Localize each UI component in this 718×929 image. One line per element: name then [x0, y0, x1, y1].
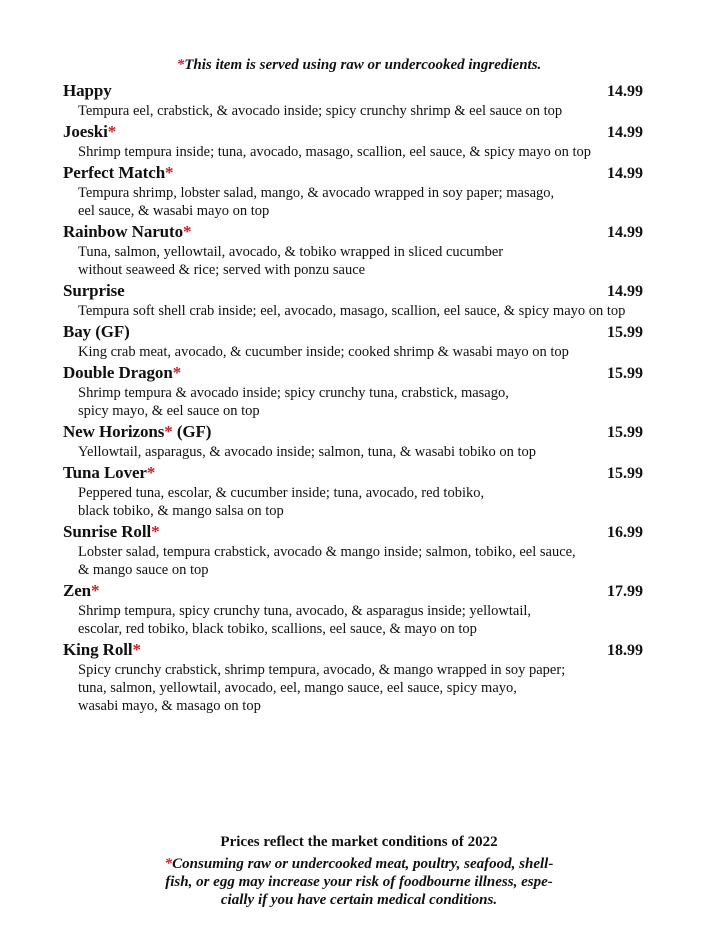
item-price: 15.99 — [607, 465, 643, 482]
raw-asterisk: * — [151, 522, 160, 541]
item-name: King Roll* — [63, 640, 141, 659]
item-price: 16.99 — [607, 524, 643, 541]
menu-item — [63, 281, 643, 320]
item-price: 14.99 — [607, 283, 643, 300]
menu-item — [63, 222, 643, 279]
item-description: Tempura soft shell crab inside; eel, avocado, masago, scallion, eel sauce, & spicy mayo on top — [78, 303, 626, 319]
disclaimer-line: cially if you have certain medical conditions. — [220, 892, 498, 908]
menu-item — [63, 640, 643, 715]
item-name: Zen* — [63, 581, 100, 600]
item-price: 18.99 — [607, 642, 643, 659]
raw-asterisk: * — [172, 363, 182, 382]
menu-item — [63, 463, 643, 520]
raw-asterisk: * — [132, 640, 141, 659]
raw-asterisk: * — [146, 463, 156, 482]
raw-asterisk: * — [165, 163, 174, 182]
item-price: 14.99 — [607, 83, 643, 100]
menu-item — [63, 363, 643, 420]
menu-item — [63, 522, 643, 579]
menu-item — [63, 81, 643, 120]
item-name: Double Dragon* — [63, 363, 182, 382]
raw-ingredients-notice — [0, 57, 718, 74]
item-description: Shrimp tempura inside; tuna, avocado, masago, scallion, eel sauce, & spicy mayo on top — [78, 144, 592, 160]
item-name: Surprise — [63, 281, 125, 300]
item-description: Shrimp tempura & avocado inside; spicy crunchy tuna, crabstick, masago, spicy mayo, & eel sauce on top — [78, 385, 509, 419]
item-name: Rainbow Naruto* — [63, 222, 192, 241]
raw-asterisk: * — [107, 122, 117, 141]
raw-asterisk: * — [182, 222, 192, 241]
item-description: Tempura shrimp, lobster salad, mango, & avocado wrapped in soy paper; masago, eel sauce, & wasabi mayo on top — [78, 185, 555, 219]
item-description: Peppered tuna, escolar, & cucumber inside; tuna, avocado, red tobiko, black tobiko, & mango salsa on top — [78, 485, 485, 519]
item-price: 15.99 — [607, 324, 643, 341]
item-name: Happy — [63, 81, 112, 100]
item-description: Tempura eel, crabstick, & avocado inside; spicy crunchy shrimp & eel sauce on top — [78, 103, 563, 119]
item-description: Tuna, salmon, yellowtail, avocado, & tobiko wrapped in sliced cucumber without seaweed & rice; served with ponzu sauce — [78, 244, 504, 278]
item-name: Sunrise Roll* — [63, 522, 160, 541]
raw-asterisk: * — [91, 581, 100, 600]
item-name: Bay (GF) — [63, 322, 130, 341]
prices-note: Prices reflect the market conditions of 2022 — [220, 834, 498, 850]
disclaimer-line: fish, or egg may increase your risk of foodbourne illness, espe- — [165, 874, 553, 890]
item-description: Shrimp tempura, spicy crunchy tuna, avocado, & asparagus inside; yellowtail, escolar, red tobiko, black tobiko, scallions, eel sauce, & mayo on top — [78, 603, 532, 637]
item-price: 15.99 — [607, 424, 643, 441]
item-price: 15.99 — [607, 365, 643, 382]
item-description: King crab meat, avocado, & cucumber inside; cooked shrimp & wasabi mayo on top — [78, 344, 569, 360]
item-description: Lobster salad, tempura crabstick, avocado & mango inside; salmon, tobiko, eel sauce, & mango sauce on top — [78, 544, 576, 578]
disclaimer-line: *Consuming raw or undercooked meat, poultry, seafood, shell- — [164, 856, 554, 872]
raw-asterisk: * — [164, 422, 173, 441]
menu-item-list — [63, 81, 643, 717]
disclaimer-asterisk: * — [164, 856, 173, 872]
menu-item — [63, 322, 643, 361]
item-price: 17.99 — [607, 583, 643, 600]
item-price: 14.99 — [607, 224, 643, 241]
item-name: Perfect Match* — [63, 163, 174, 182]
menu-item — [63, 581, 643, 638]
item-price: 14.99 — [607, 124, 643, 141]
menu-item — [63, 122, 643, 161]
item-price: 14.99 — [607, 165, 643, 182]
item-name: Tuna Lover* — [63, 463, 156, 482]
item-description: Spicy crunchy crabstick, shrimp tempura, avocado, & mango wrapped in soy paper; tuna, salmon, yellowtail, avocado, eel, mango sauce, eel sauce, spicy mayo, wasabi mayo, & masago on top — [78, 662, 566, 714]
food-safety-disclaimer — [0, 855, 718, 909]
item-name: Joeski* — [63, 122, 117, 141]
raw-notice-text: This item is served using raw or undercooked ingredients. — [184, 57, 542, 73]
raw-notice-asterisk: * — [176, 57, 185, 73]
item-description: Yellowtail, asparagus, & avocado inside; salmon, tuna, & wasabi tobiko on top — [78, 444, 537, 460]
item-name: New Horizons* (GF) — [63, 422, 212, 441]
menu-item — [63, 422, 643, 461]
menu-item — [63, 163, 643, 220]
